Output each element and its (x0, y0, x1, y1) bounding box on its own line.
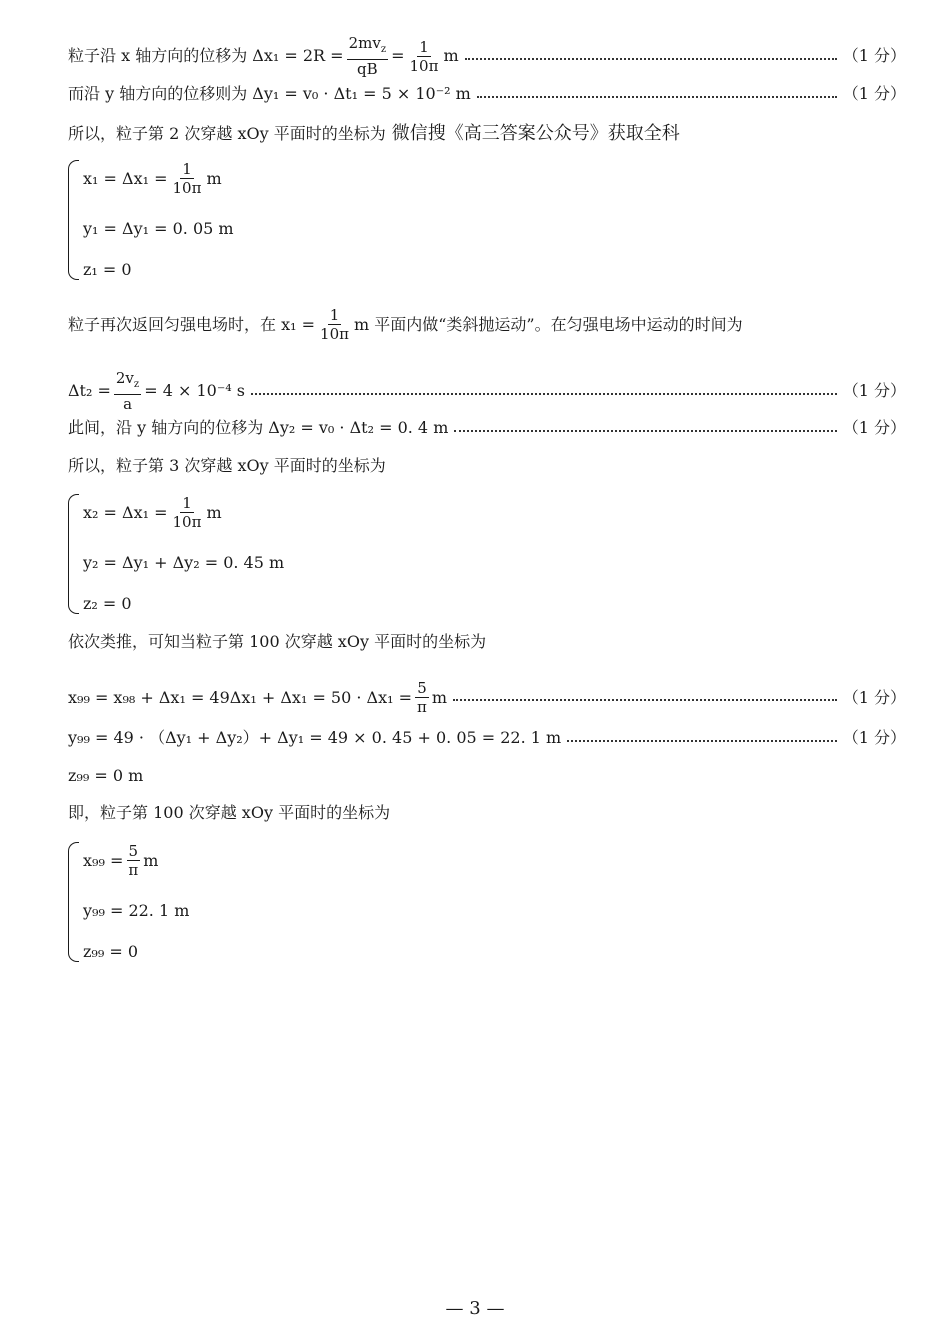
dot-leader (454, 429, 836, 432)
score-mark: （1 分） (842, 84, 906, 103)
line-z99: z₉₉ = 0 m (68, 766, 144, 785)
dot-leader (453, 698, 837, 701)
coordinate-system-100 (68, 842, 189, 962)
coord-y: y₂ = Δy₁ + Δy₂ = 0. 45 m (83, 552, 285, 572)
coordinate-system-2 (68, 160, 234, 280)
dot-leader (567, 739, 836, 742)
paragraph-text: 所以，粒子第 2 次穿越 xOy 平面时的坐标为 (68, 124, 386, 143)
line-return-field: 粒子再次返回匀强电场时，在 x₁ = $\frac{1}{10\pi}$ m 平面内做“类斜抛运动”。在匀强电场中运动的时间为 (68, 306, 743, 343)
coord-z: z₁ = 0 (83, 260, 132, 279)
score-mark: （1 分） (842, 418, 906, 437)
score-mark: （1 分） (842, 728, 906, 747)
fraction: $\frac{5}{\pi}$ (417, 679, 427, 716)
equation-text: 粒子沿 x 轴方向的位移为 Δx₁ = 2R = (68, 46, 344, 65)
line-y2: 此间，沿 y 轴方向的位移为 Δy₂ = v₀ · Δt₂ = 0. 4 m （1 分） (68, 418, 906, 437)
line-conclusion: 即，粒子第 100 次穿越 xOy 平面时的坐标为 (68, 803, 391, 822)
line-x99: x₉₉ = x₉₈ + Δx₁ = 49Δx₁ + Δx₁ = 50 · Δx₁ = $\frac{5}{\pi}$ m （1 分） (68, 679, 906, 716)
score-mark: （1 分） (842, 687, 906, 707)
left-brace (68, 842, 79, 962)
fraction: $\frac{5}{\pi}$ (128, 842, 139, 879)
dot-leader (251, 392, 837, 395)
line-y-displacement (68, 84, 906, 104)
left-brace (68, 494, 79, 614)
line-x-displacement: 粒子沿 x 轴方向的位移为 Δx₁ = 2R = $\frac{2mv_z}{qB}$ = $\frac{1}{10\pi}$ m （1 分） (68, 34, 906, 78)
fraction: $\frac{1}{10\pi}$ (409, 37, 439, 75)
watermark-text: 微信搜《高三答案公众号》获取全科 (391, 123, 680, 144)
coord-y: y₁ = Δy₁ = 0. 05 m (83, 218, 234, 238)
coord-y: y₉₉ = 22. 1 m (83, 900, 190, 920)
fraction: $\frac{1}{10\pi}$ (172, 494, 202, 531)
coord-z: z₂ = 0 (83, 594, 132, 613)
coord-x: x₂ = Δx₁ = $\frac{1}{10\pi}$ m (83, 494, 222, 531)
coordinate-system-3 (68, 494, 284, 614)
fraction: $\frac{1}{10\pi}$ (172, 160, 202, 197)
line-second-crossing (68, 124, 906, 144)
score-mark: （1 分） (842, 381, 906, 400)
fraction: $\frac{1}{10\pi}$ (320, 306, 349, 343)
coord-z: z₉₉ = 0 (83, 942, 139, 961)
equation-text: 而沿 y 轴方向的位移则为 Δy₁ = v₀ · Δt₁ = 5 × 10⁻² m (68, 84, 471, 103)
dot-leader (465, 57, 837, 60)
line-time-dt2: Δt₂ = $\frac{2v_z}{a}$ = 4 × 10⁻⁴ s （1 分） (68, 369, 906, 413)
coord-x: x₁ = Δx₁ = $\frac{1}{10\pi}$ m (83, 160, 222, 197)
line-third-crossing: 所以，粒子第 3 次穿越 xOy 平面时的坐标为 (68, 456, 386, 475)
coord-x: x₉₉ = $\frac{5}{\pi}$ m (83, 842, 159, 879)
line-y99: y₉₉ = 49 · （Δy₁ + Δy₂）+ Δy₁ = 49 × 0. 45 + 0. 05 = 22. 1 m （1 分） (68, 728, 906, 747)
score-mark: （1 分） (842, 46, 906, 65)
left-brace (68, 160, 79, 280)
fraction: $\frac{2v_z}{a}$ (115, 369, 140, 413)
line-by-analogy: 依次类推，可知当粒子第 100 次穿越 xOy 平面时的坐标为 (68, 632, 487, 651)
fraction: $\frac{2mv_z}{qB}$ (348, 34, 387, 78)
page-number: — 3 — (445, 1298, 505, 1319)
dot-leader (477, 95, 837, 98)
